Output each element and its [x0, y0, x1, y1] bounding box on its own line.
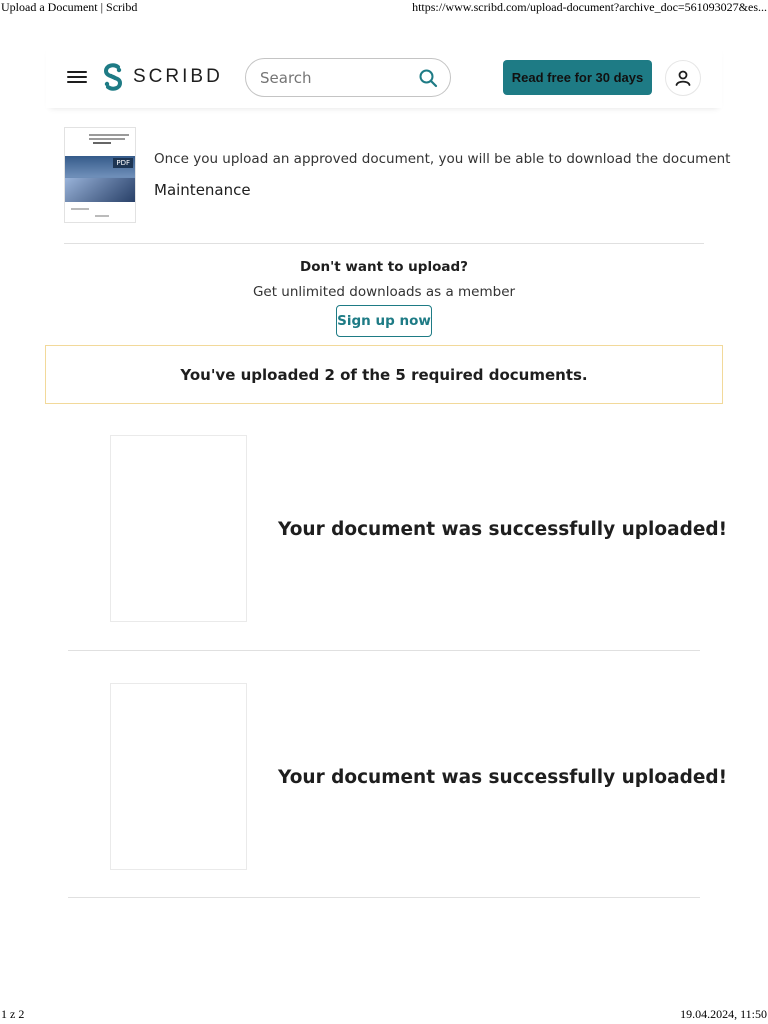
- search-bar[interactable]: [245, 58, 451, 97]
- read-free-button[interactable]: Read free for 30 days: [503, 60, 652, 95]
- site-header: [46, 44, 722, 108]
- document-thumbnail[interactable]: [64, 127, 136, 223]
- divider: [68, 650, 700, 651]
- upload-progress-notice: [45, 345, 723, 404]
- sign-up-button[interactable]: Sign up now: [336, 305, 432, 337]
- upload-requirement-note: Once you upload an approved document, you will be able to download the document: [154, 151, 731, 167]
- logo-wordmark: SCRIBD: [133, 66, 223, 87]
- profile-button[interactable]: [665, 60, 701, 96]
- uploaded-document-preview: [110, 435, 247, 622]
- thumbnail-text-line: [89, 138, 125, 140]
- scribd-logo[interactable]: [102, 63, 223, 91]
- document-title[interactable]: Maintenance: [154, 181, 251, 199]
- pdf-badge: PDF: [113, 158, 133, 168]
- hamburger-icon[interactable]: [67, 69, 87, 85]
- uploaded-document-preview: [110, 683, 247, 870]
- print-page-title: Upload a Document | Scribd: [1, 0, 138, 14]
- search-input[interactable]: [260, 69, 418, 87]
- user-icon: [674, 69, 692, 87]
- membership-subheading: Get unlimited downloads as a member: [252, 284, 516, 300]
- print-datetime: 19.04.2024, 11:50: [680, 1007, 767, 1021]
- upload-progress-text: You've uploaded 2 of the 5 required documents.: [180, 365, 588, 384]
- upload-success-message: Your document was successfully uploaded!: [278, 519, 728, 540]
- thumbnail-text-line: [95, 215, 109, 217]
- print-page-url: https://www.scribd.com/upload-document?archive_doc=561093027&es...: [412, 0, 767, 14]
- divider: [68, 897, 700, 898]
- thumbnail-text-line: [93, 142, 111, 144]
- thumbnail-cover-skyline: [65, 178, 136, 202]
- upload-success-message: Your document was successfully uploaded!: [278, 767, 728, 788]
- search-icon[interactable]: [418, 68, 438, 88]
- membership-heading: Don't want to upload?: [300, 259, 468, 275]
- thumbnail-text-line: [71, 208, 89, 210]
- print-page-number: 1 z 2: [1, 1007, 25, 1021]
- thumbnail-text-line: [89, 134, 129, 136]
- divider: [64, 243, 704, 244]
- scribd-logo-icon: [102, 63, 124, 91]
